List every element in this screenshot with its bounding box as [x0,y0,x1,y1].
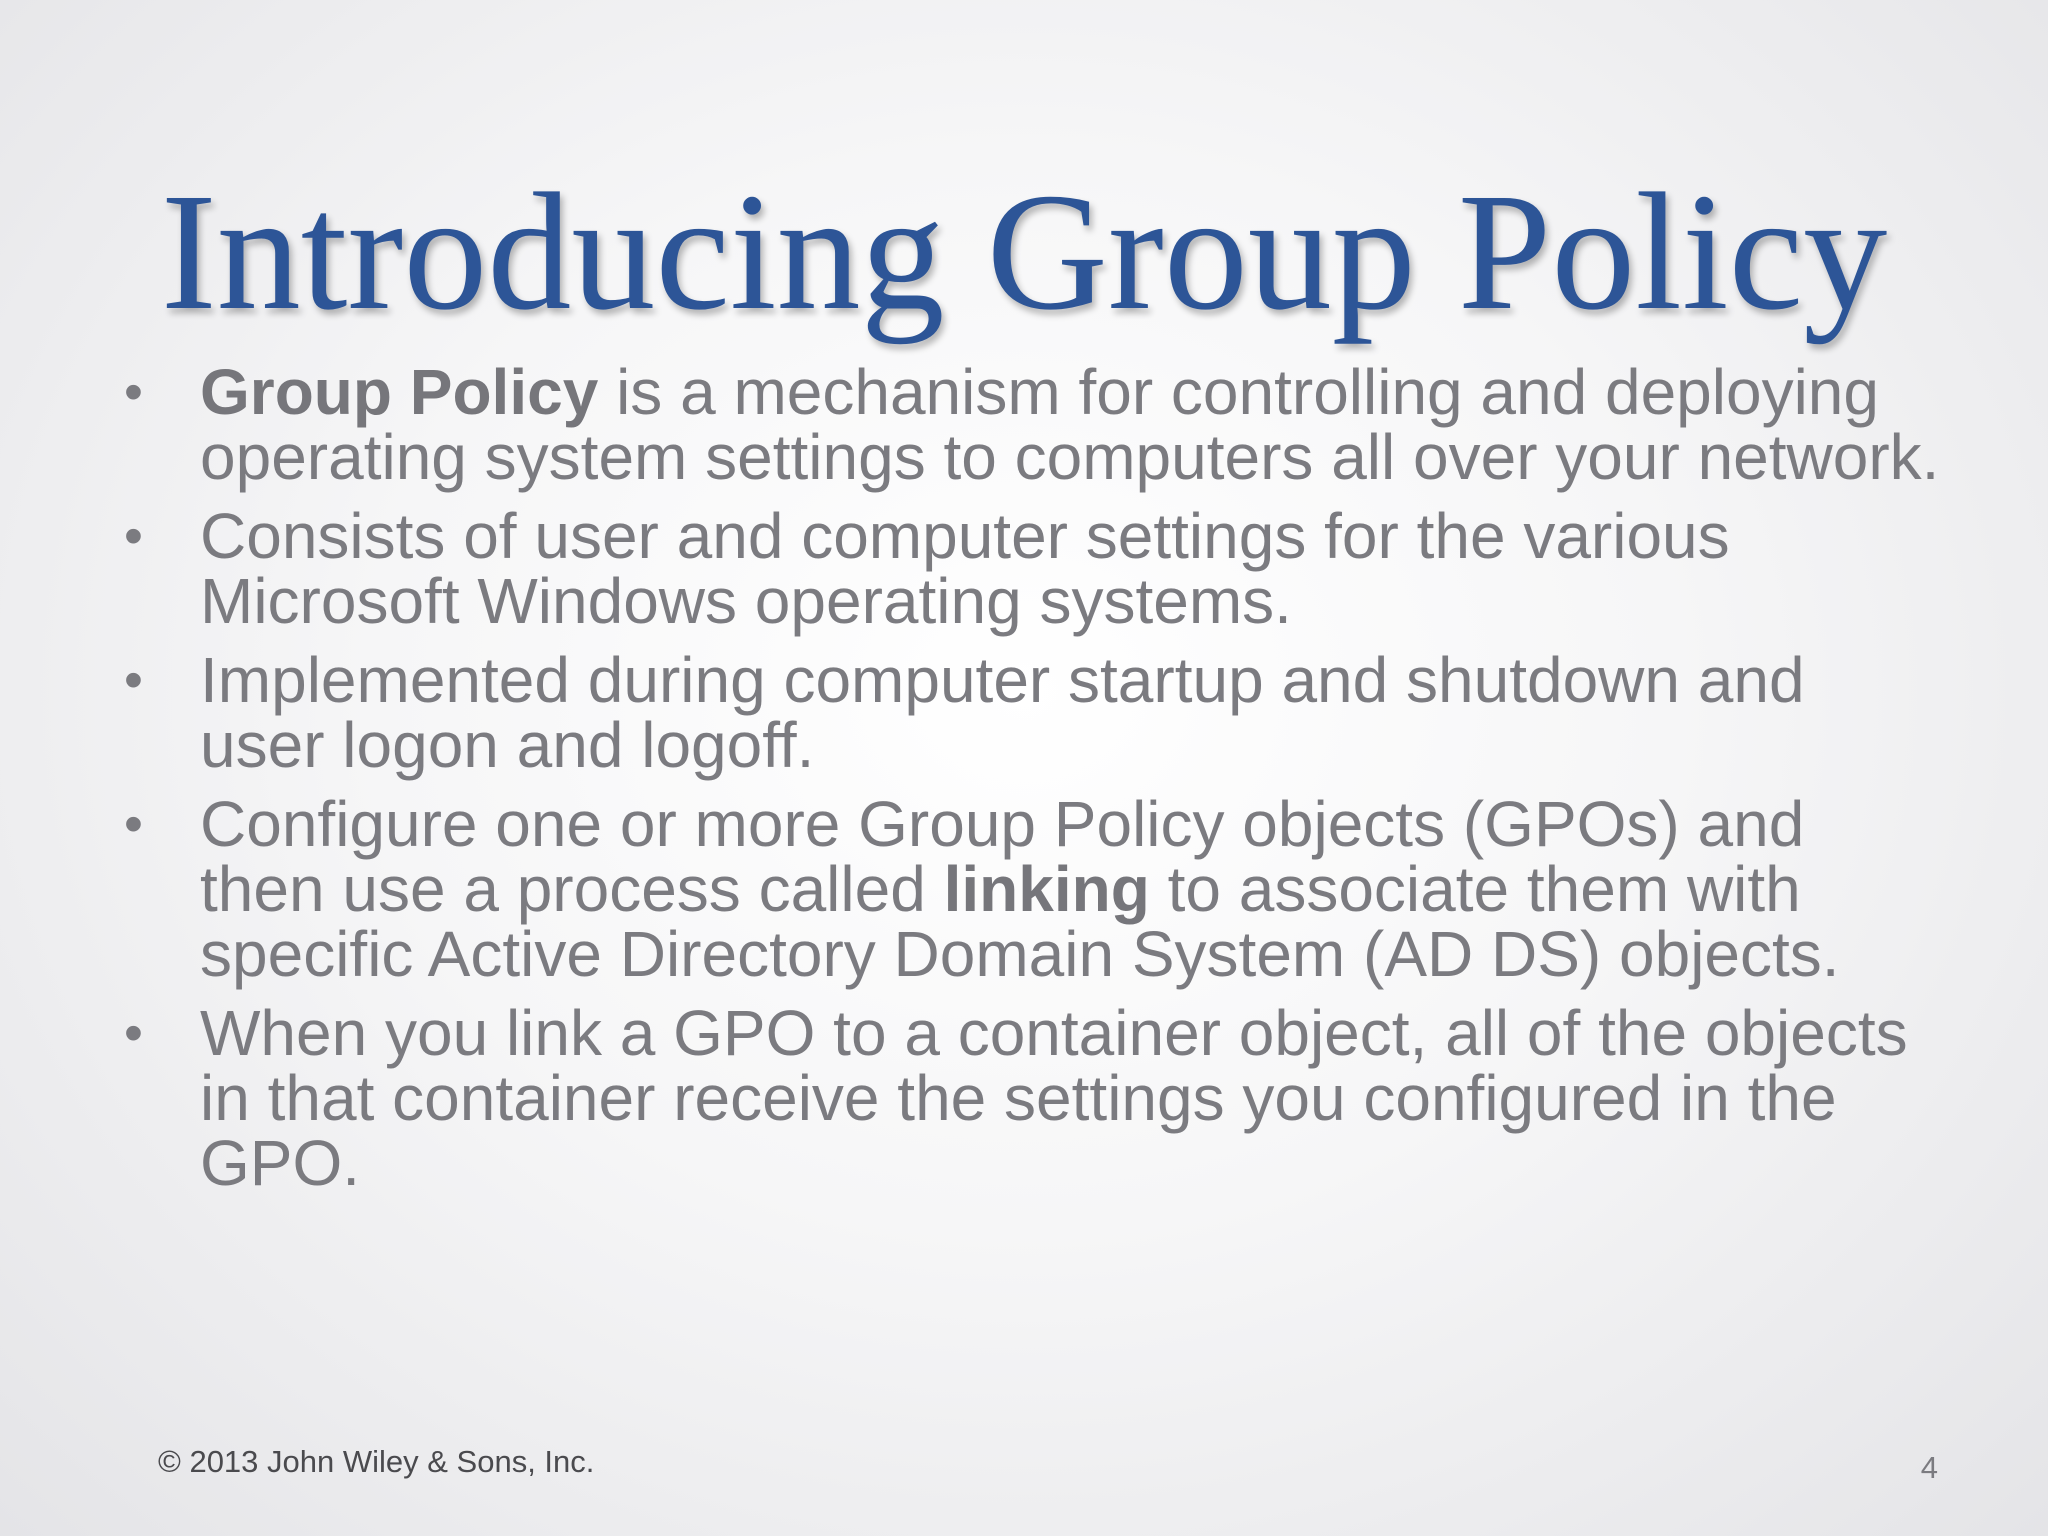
bullet-item [120,500,1940,637]
bullet-text: is a mechanism for controlling and deploying operating system settings to computers all over your network. [200,356,1940,493]
bullet-dot: • [124,1003,143,1063]
bullet-text: Implemented during computer startup and shutdown and user logon and logoff. [200,644,1805,781]
slide-title: Introducing Group Policy [160,159,1888,345]
bold-term: Group Policy [200,356,599,428]
bullet-text: When you link a GPO to a container object, all of the objects in that container receive the settings you configured in the GPO. [200,997,1908,1199]
copyright-footer: © 2013 John Wiley & Sons, Inc. [158,1444,595,1479]
bullet-item [120,644,1940,781]
bullet-dot: • [124,794,143,854]
bullet-text: to associate them with specific Active Directory Domain System (AD DS) objects. [200,853,1840,990]
bullet-dot: • [124,650,143,710]
bullet-item [120,788,1940,990]
bullet-item [120,356,1940,493]
bullet-item [120,997,1940,1199]
bullet-dot: • [124,362,143,422]
bold-term: linking [943,853,1150,925]
bullet-list [120,356,1940,1210]
bullet-text: Consists of user and computer settings for the various Microsoft Windows operating systems. [200,500,1730,637]
bullet-dot: • [124,506,143,566]
page-number: 4 [1920,1450,1938,1485]
bullet-text: Configure one or more Group Policy objects (GPOs) and then use a process called [200,788,1805,925]
